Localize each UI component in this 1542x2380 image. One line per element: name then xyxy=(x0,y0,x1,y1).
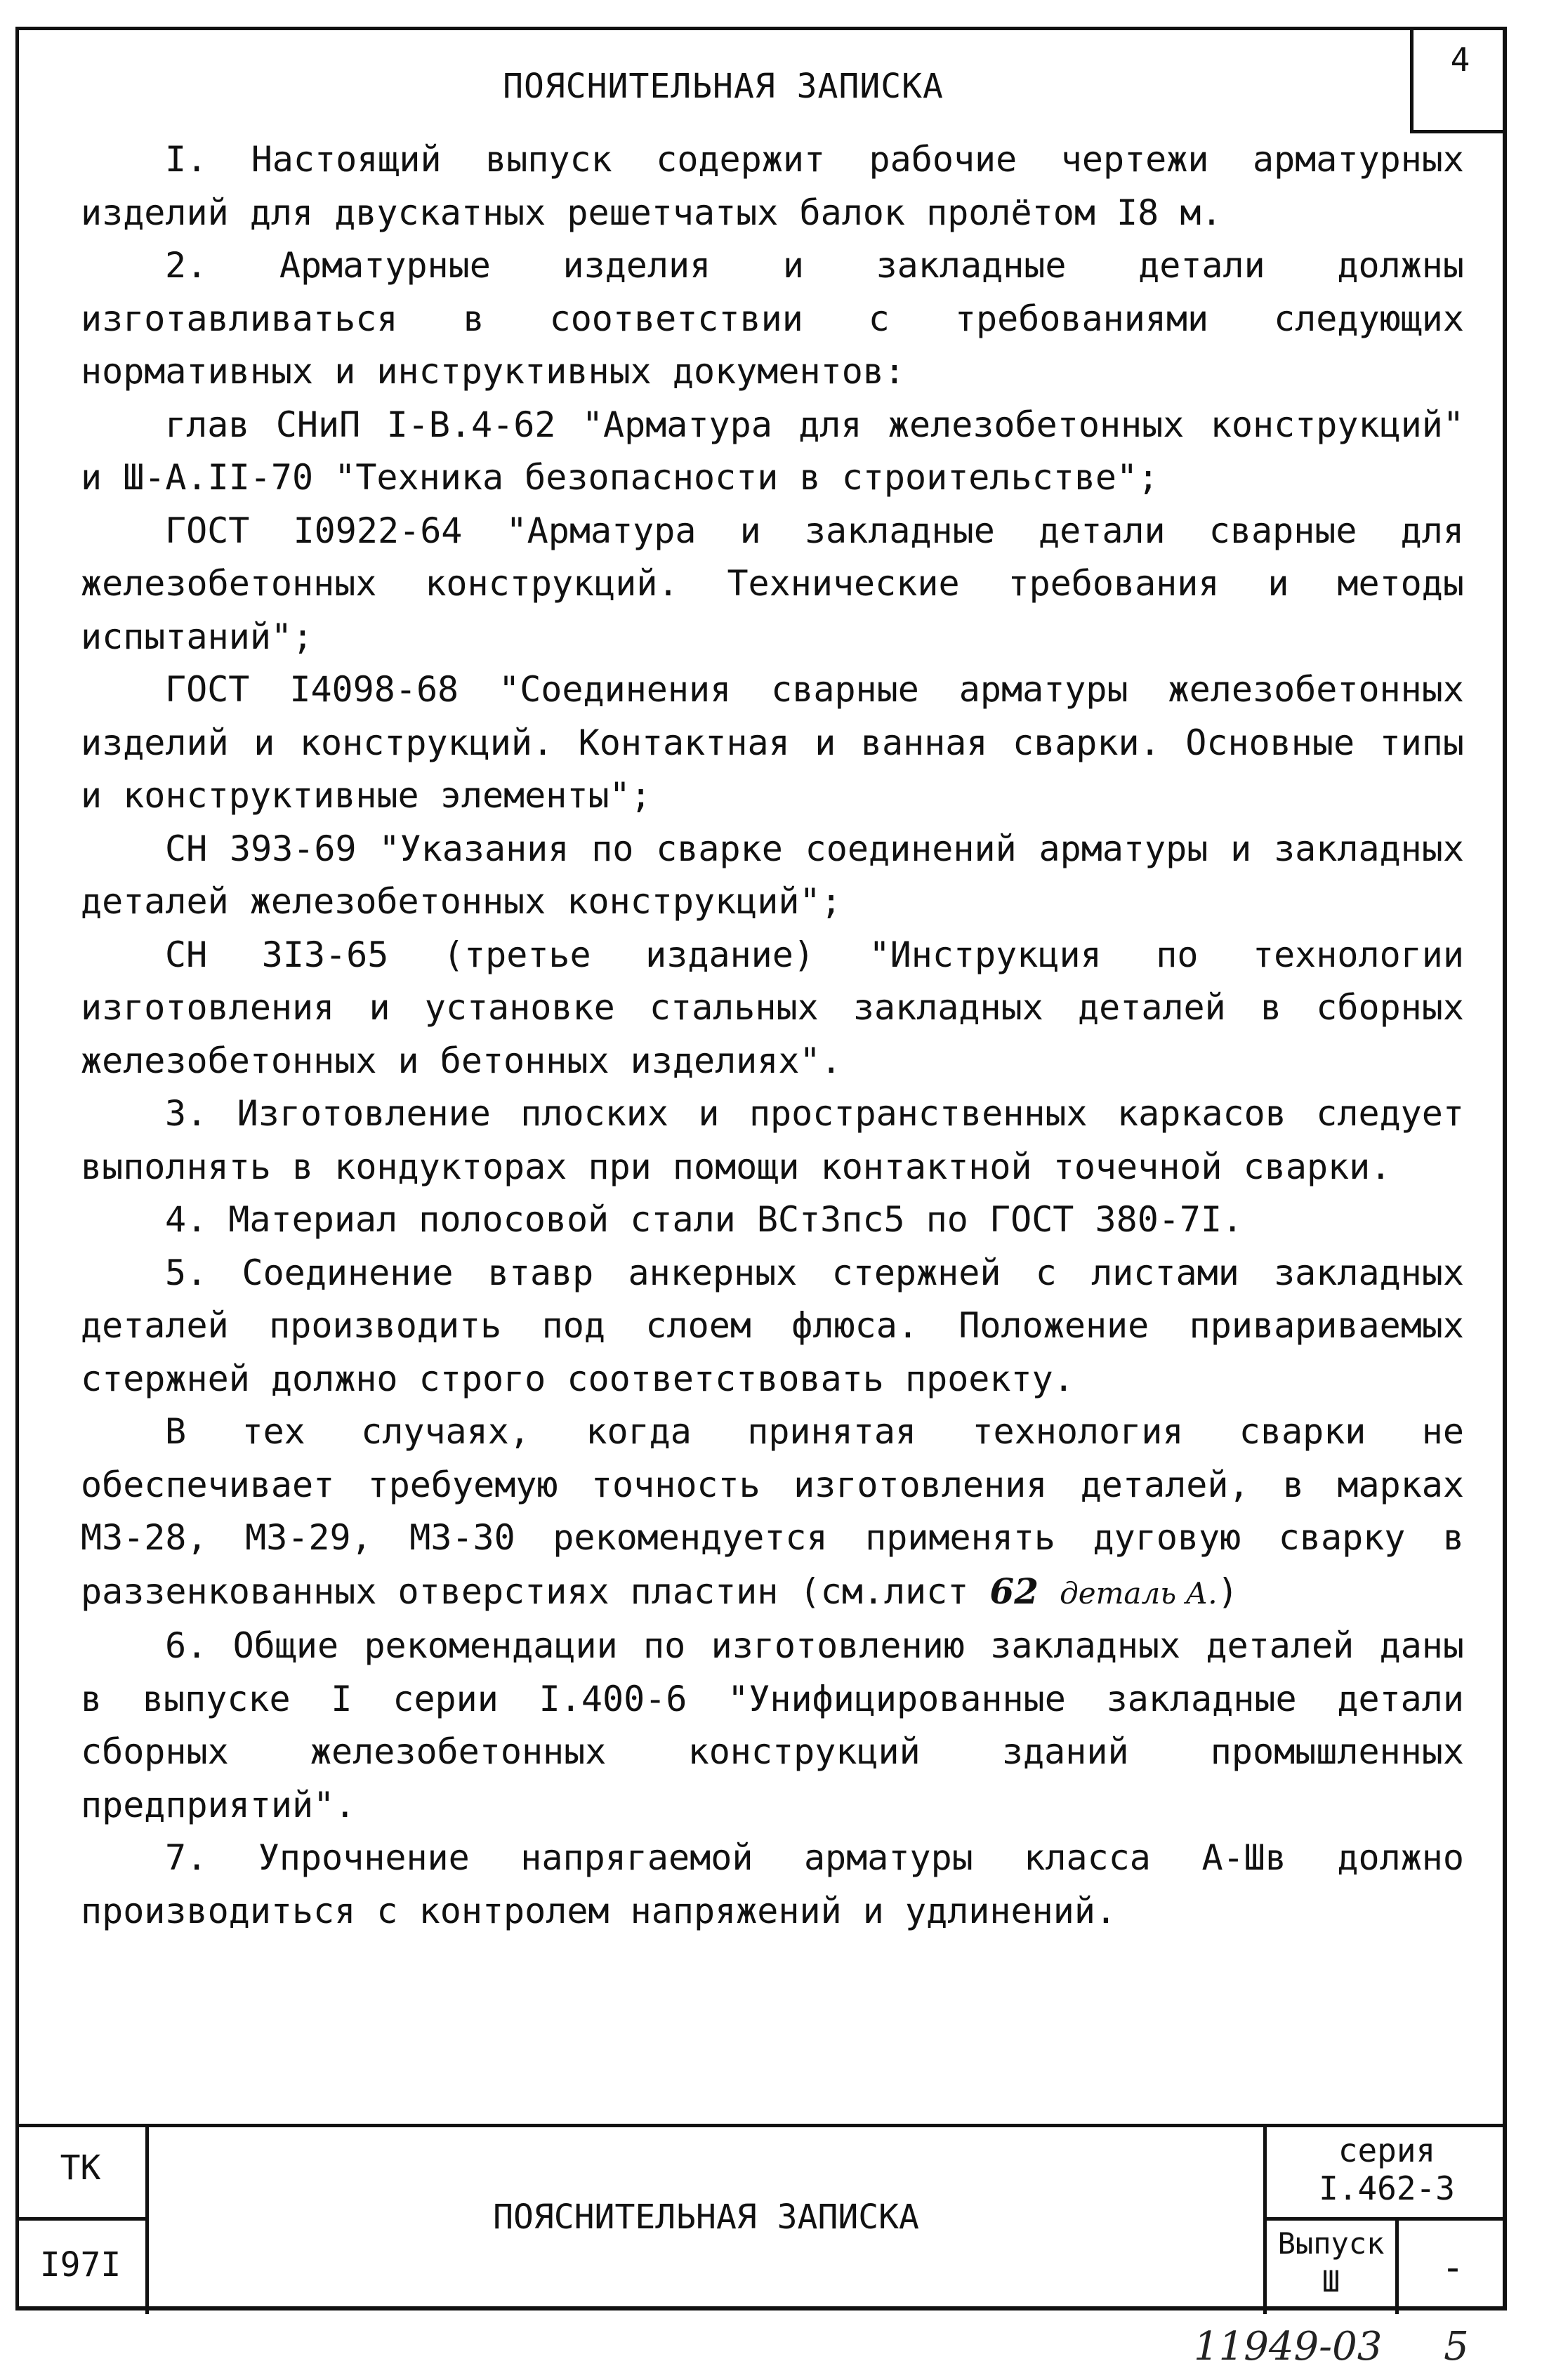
document-title: ПОЯСНИТЕЛЬНАЯ ЗАПИСКА xyxy=(503,67,944,106)
dash-value: - xyxy=(1441,2245,1465,2289)
series-value: I.462-3 xyxy=(1319,2169,1455,2207)
paragraph-2-gost-14098: ГОСТ I4098-68 "Соединения сварные арматуры железобетонных изделий и конструкций. Контактная и ванная сварки. Основные типы и конструктивные элементы"; xyxy=(81,669,1464,816)
issue-cell xyxy=(1267,2221,1399,2314)
org-code: ТК xyxy=(60,2148,101,2188)
paragraph-5-continued-text: В тех случаях, когда принятая технология сварки не обеспечивает требуемую точность изготовления деталей, в марках МЗ-28, МЗ-29, МЗ-30 рекомендуется применять дуговую сварку в раззенкованных отверстиях пластин (см.лист xyxy=(81,1411,1464,1612)
year-cell xyxy=(15,2221,149,2314)
explanatory-note-body xyxy=(81,133,1464,1938)
paragraph-2-snip: глав СНиП I-В.4-62 "Арматура для железобетонных конструкций" и Ш-А.II-70 "Техника безопасности в строительстве"; xyxy=(81,404,1464,498)
paragraph-5: 5. Соединение втавр анкерных стержней с листами закладных деталей производить под слоем флюса. Положение привариваемых стержней должно строго соответствовать проекту. xyxy=(81,1252,1464,1399)
dash-cell xyxy=(1399,2221,1507,2314)
issue-label: Выпуск xyxy=(1277,2226,1385,2261)
year: I97I xyxy=(39,2245,121,2285)
handwritten-inventory xyxy=(1194,2324,1531,2373)
org-cell xyxy=(15,2127,149,2221)
issue-value: Ш xyxy=(1322,2264,1340,2299)
title-cell xyxy=(149,2127,1267,2314)
paragraph-2-sn-393: СН 393-69 "Указания по сварке соединений арматуры и закладных деталей железобетонных конструкций"; xyxy=(81,828,1464,922)
series-cell xyxy=(1267,2127,1507,2221)
paragraph-5-continued xyxy=(81,1406,1464,1620)
detail-reference-handwritten: деталь А. xyxy=(1060,1575,1218,1611)
paragraph-7: 7. Упрочнение напрягаемой арматуры класса А-Шв должно производиться с контролем напряжений и удлинений. xyxy=(81,1837,1464,1931)
paragraph-1: I. Настоящий выпуск содержит рабочие чертежи арматурных изделий для двускатных решетчатых балок пролётом I8 м. xyxy=(81,139,1464,233)
handwritten-page-number: 5 xyxy=(1444,2324,1469,2369)
paragraph-2: 2. Арматурные изделия и закладные детали должны изготавливаться в соответствии с требованиями следующих нормативных и инструктивных документов: xyxy=(81,245,1464,392)
title-block xyxy=(15,2124,1507,2310)
sheet-number: 4 xyxy=(1410,27,1507,133)
closing-parenthesis: ) xyxy=(1217,1571,1239,1612)
paragraph-4: 4. Материал полосовой стали ВСт3пс5 по ГОСТ 380-7I. xyxy=(165,1199,1244,1240)
paragraph-2-gost-10922: ГОСТ I0922-64 "Арматура и закладные детали сварные для железобетонных конструкций. Технические требования и методы испытаний"; xyxy=(81,510,1464,657)
series-label: серия xyxy=(1338,2131,1436,2169)
paragraph-6: 6. Общие рекомендации по изготовлению закладных деталей даны в выпуске I серии I.400-6 "Унифицированные закладные детали сборных железобетонных конструкций зданий промышленных предприятий". xyxy=(81,1625,1464,1825)
paragraph-2-sn-313: СН 3I3-65 (третье издание) "Инструкция по технологии изготовления и установке стальных закладных деталей в сборных железобетонных и бетонных изделиях". xyxy=(81,934,1464,1081)
title-block-title: ПОЯСНИТЕЛЬНАЯ ЗАПИСКА xyxy=(493,2197,919,2237)
inventory-number: 11949-03 xyxy=(1194,2324,1383,2369)
sheet-reference-number: 62 xyxy=(989,1570,1039,1612)
paragraph-3: 3. Изготовление плоских и пространственных каркасов следует выполнять в кондукторах при помощи контактной точечной сварки. xyxy=(81,1093,1464,1187)
